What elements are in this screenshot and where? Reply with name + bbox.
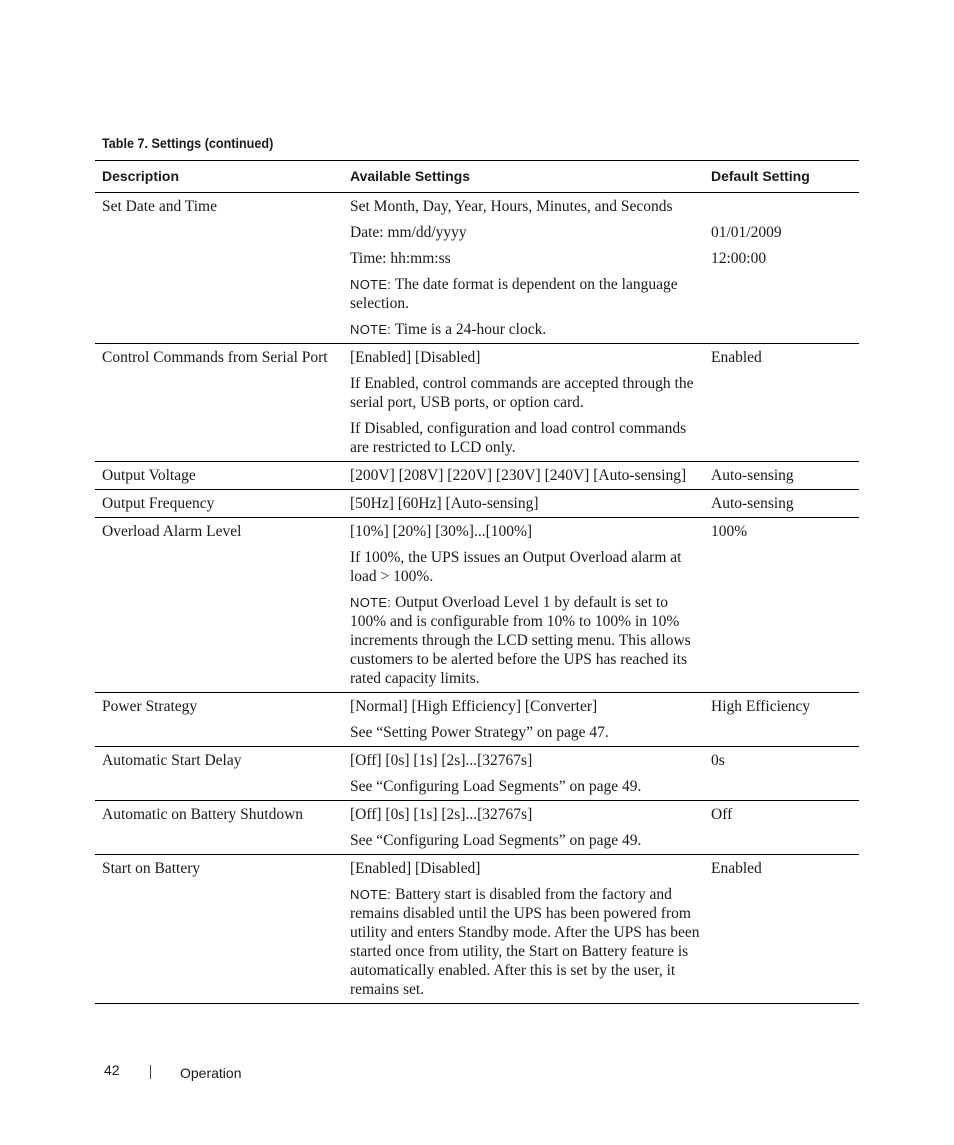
note-text: Battery start is disabled from the factory and remains disabled until the UPS has been powered from utility and enters Standby mode. After the UPS has been started once from utility, the Start on Battery feature is automatically enabled. After this is set by the user, it remains set. [350, 886, 700, 998]
setting-option: If 100%, the UPS issues an Output Overload alarm at load > 100%. [350, 549, 682, 585]
default-setting-value: 100% [711, 523, 748, 540]
setting-option: [Enabled] [Disabled] [350, 860, 481, 877]
setting-option: [Off] [0s] [1s] [2s]...[32767s] [350, 752, 533, 769]
default-setting-value: 0s [711, 752, 725, 769]
setting-option: See “Setting Power Strategy” on page 47. [343, 716, 704, 747]
note-label: NOTE: [350, 595, 392, 610]
setting-note [343, 586, 704, 693]
default-setting-value [704, 824, 859, 855]
setting-option: [200V] [208V] [220V] [230V] [240V] [Auto-sensing] [343, 462, 704, 490]
setting-description: Power Strategy [95, 693, 343, 747]
setting-option: If Disabled, configuration and load control commands are restricted to LCD only. [343, 412, 704, 462]
header-default-setting: Default Setting [704, 161, 859, 193]
setting-option: See “Configuring Load Segments” on page 49. [343, 770, 704, 801]
note-label: NOTE: [350, 277, 392, 292]
setting-option: [Enabled] [Disabled] [350, 349, 481, 366]
default-setting-value [704, 770, 859, 801]
table-header-row [95, 161, 859, 193]
setting-option: See “Configuring Load Segments” on page 49. [343, 824, 704, 855]
setting-description: Overload Alarm Level [95, 518, 343, 693]
table-row [95, 801, 859, 825]
note-label: NOTE: [350, 887, 392, 902]
table-row [95, 193, 859, 217]
default-setting-value: Enabled [711, 349, 762, 366]
default-setting-value [704, 367, 859, 412]
page-number: 42 [104, 1062, 120, 1078]
table-row [95, 490, 859, 518]
table-body [95, 193, 859, 1004]
setting-option: [Off] [0s] [1s] [2s]...[32767s] [350, 806, 533, 823]
setting-note [343, 313, 704, 344]
setting-option: [10%] [20%] [30%]...[100%] [350, 523, 533, 540]
default-setting-value [704, 412, 859, 462]
default-setting-value [704, 716, 859, 747]
setting-description: Output Frequency [95, 490, 343, 518]
default-setting-value: 01/01/2009 [711, 224, 782, 241]
table-row [95, 855, 859, 879]
note-label: NOTE: [350, 322, 392, 337]
setting-option: Set Month, Day, Year, Hours, Minutes, and Seconds [350, 198, 673, 215]
setting-note [343, 268, 704, 313]
setting-option: [Normal] [High Efficiency] [Converter] [350, 698, 598, 715]
settings-table [95, 160, 859, 1004]
header-description: Description [95, 161, 343, 193]
default-setting-value [704, 586, 859, 693]
table-row [95, 518, 859, 542]
table-row [95, 344, 859, 368]
setting-description: Set Date and Time [95, 193, 343, 344]
table-row [95, 462, 859, 490]
default-setting-value: Enabled [711, 860, 762, 877]
setting-description: Control Commands from Serial Port [95, 344, 343, 462]
note-text: The date format is dependent on the language selection. [350, 276, 678, 312]
setting-description: Automatic Start Delay [95, 747, 343, 801]
header-available-settings: Available Settings [343, 161, 704, 193]
footer-divider [150, 1065, 151, 1079]
note-text: Time is a 24-hour clock. [391, 321, 547, 338]
table-row [95, 747, 859, 771]
default-setting-value [704, 313, 859, 344]
default-setting-value [704, 878, 859, 1004]
table-row [95, 693, 859, 717]
setting-description: Output Voltage [95, 462, 343, 490]
setting-option: Date: mm/dd/yyyy [350, 224, 467, 241]
setting-option: Time: hh:mm:ss [350, 250, 451, 267]
default-setting-value [704, 193, 859, 217]
setting-option: If Enabled, control commands are accepted through the serial port, USB ports, or option card. [350, 375, 694, 411]
default-setting-value: Off [711, 806, 733, 823]
setting-note [343, 878, 704, 1004]
setting-option: [50Hz] [60Hz] [Auto-sensing] [343, 490, 704, 518]
default-setting-value [704, 268, 859, 313]
setting-description: Automatic on Battery Shutdown [95, 801, 343, 855]
table-caption: Table 7. Settings (continued) [102, 135, 274, 151]
setting-description: Start on Battery [95, 855, 343, 1004]
default-setting-value [704, 541, 859, 586]
default-setting-value: Auto-sensing [704, 462, 859, 490]
default-setting-value: 12:00:00 [711, 250, 767, 267]
note-text: Output Overload Level 1 by default is set to 100% and is configurable from 10% to 100% in 10% increments through the LCD setting menu. This allows customers to be alerted before the UPS has reached its rated capacity limits. [350, 594, 691, 687]
default-setting-value: Auto-sensing [704, 490, 859, 518]
section-name: Operation [180, 1065, 242, 1081]
default-setting-value: High Efficiency [711, 698, 811, 715]
